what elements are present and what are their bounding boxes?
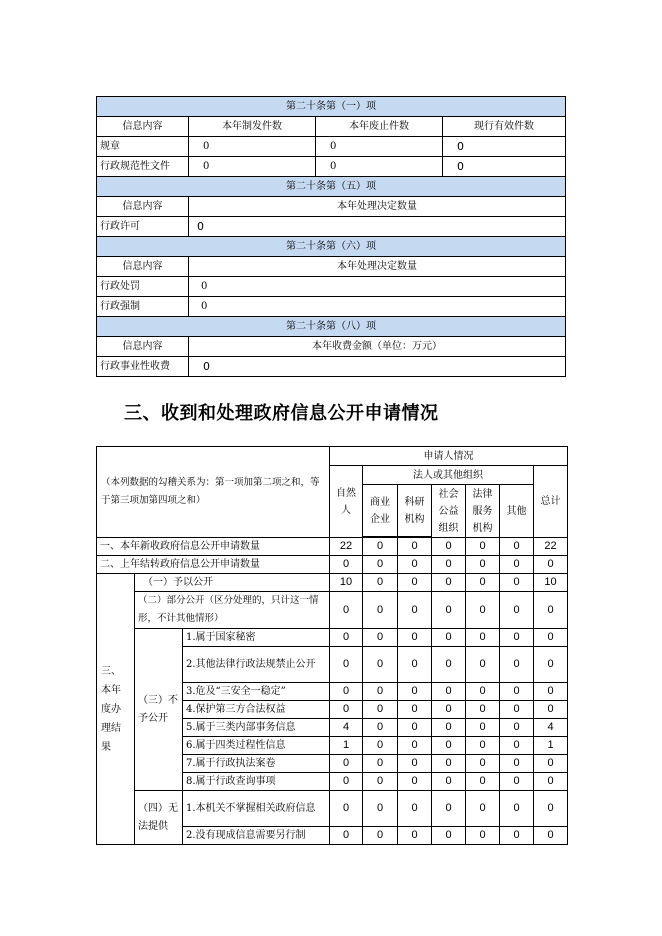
- cell-value: 0: [466, 755, 500, 773]
- cell-value: 1: [534, 737, 568, 755]
- cell-value: 0: [363, 629, 398, 647]
- cell-value: 0: [363, 556, 398, 574]
- cell-value: 0: [189, 217, 566, 237]
- table-row: [97, 574, 568, 592]
- col-header-public-welfare: 社会公益组织: [432, 485, 466, 538]
- cell-value: 0: [330, 683, 363, 701]
- cell-value: 0: [534, 827, 568, 845]
- cell-value: 10: [534, 574, 568, 592]
- cell-value: 0: [432, 647, 466, 683]
- table-row: [97, 277, 566, 297]
- cell-value: 0: [534, 592, 568, 629]
- cell-value: 0: [432, 719, 466, 737]
- cell-value: 0: [398, 683, 432, 701]
- cell-value: 0: [500, 827, 534, 845]
- cell-value: 0: [330, 701, 363, 719]
- col-header-decisions: 本年处理决定数量: [189, 197, 566, 217]
- row-label: 二、上年结转政府信息公开申请数量: [97, 556, 330, 574]
- cell-value: 0: [363, 538, 398, 556]
- row-label: 规章: [97, 137, 189, 157]
- cell-value: 0: [316, 157, 443, 177]
- cell-value: 0: [432, 574, 466, 592]
- cell-value: 0: [189, 157, 316, 177]
- row-label: （二）部分公开（区分处理的，只计这一情形，不计其他情形）: [135, 592, 330, 629]
- cell-value: 0: [432, 773, 466, 791]
- cell-value: 0: [500, 719, 534, 737]
- cell-value: 0: [500, 791, 534, 827]
- total-header: 总计: [534, 466, 568, 538]
- cell-value: 0: [398, 719, 432, 737]
- cell-value: 0: [500, 538, 534, 556]
- table-row: [97, 556, 568, 574]
- cell-value: 0: [466, 647, 500, 683]
- cell-value: 0: [466, 719, 500, 737]
- cell-value: 4: [330, 719, 363, 737]
- cell-value: 0: [443, 157, 566, 177]
- section-header-art20-5: 第二十条第（五）项: [97, 177, 566, 197]
- cell-value: 0: [398, 538, 432, 556]
- row-label: 5.属于三类内部事务信息: [183, 719, 330, 737]
- col-header-research: 科研机构: [398, 485, 432, 537]
- cell-value: 0: [398, 701, 432, 719]
- cell-value: 0: [534, 629, 568, 647]
- row-label: 行政许可: [97, 217, 189, 237]
- cell-value: 0: [363, 701, 398, 719]
- table-row: [97, 629, 568, 647]
- table-row: [97, 157, 566, 177]
- table-row: [97, 538, 568, 556]
- cell-value: 22: [330, 538, 363, 556]
- col-header-decisions: 本年处理决定数量: [189, 257, 566, 277]
- cell-value: 0: [500, 773, 534, 791]
- cell-value: 0: [330, 791, 363, 827]
- cell-value: 0: [363, 737, 398, 755]
- cell-value: 0: [500, 556, 534, 574]
- cell-value: 0: [432, 592, 466, 629]
- col-header-fee-amount: 本年收费金额（单位：万元）: [189, 337, 566, 357]
- cell-value: 0: [363, 683, 398, 701]
- cell-value: 4: [534, 719, 568, 737]
- table-row: [97, 297, 566, 317]
- col-header-issued: 本年制发件数: [189, 117, 316, 137]
- col-header-other: 其他: [500, 485, 534, 538]
- section-header-art20-6: 第二十条第（六）项: [97, 237, 566, 257]
- cell-value: 0: [534, 683, 568, 701]
- disclosure-stats-table: [96, 96, 566, 377]
- row-label: 4.保护第三方合法权益: [183, 701, 330, 719]
- cell-value: 0: [398, 629, 432, 647]
- cell-value: 0: [432, 755, 466, 773]
- cell-value: 0: [330, 755, 363, 773]
- row-label: 7.属于行政执法案卷: [183, 755, 330, 773]
- row-label: 3.危及“三安全一稳定”: [183, 683, 330, 701]
- section-header-art20-8: 第二十条第（八）项: [97, 317, 566, 337]
- group-label-results: 三、本年度办理结果: [97, 574, 135, 845]
- cell-value: 0: [363, 574, 398, 592]
- cell-value: 0: [534, 647, 568, 683]
- cell-value: 0: [363, 755, 398, 773]
- row-label: 8.属于行政查询事项: [183, 773, 330, 791]
- cell-value: 0: [466, 701, 500, 719]
- table-row: [97, 357, 566, 377]
- cell-value: 0: [432, 683, 466, 701]
- cell-value: 0: [398, 592, 432, 629]
- col-header-commercial: 商业企业: [363, 485, 398, 537]
- cell-value: 0: [534, 701, 568, 719]
- row-label: 行政事业性收费: [97, 357, 189, 377]
- table-row: [97, 592, 568, 629]
- row-label: （一）予以公开: [135, 574, 330, 592]
- cell-value: 0: [189, 297, 566, 317]
- cell-value: 0: [398, 556, 432, 574]
- cell-value: 0: [363, 827, 398, 845]
- cell-value: 0: [398, 773, 432, 791]
- group-label-not-public: （三）不予公开: [135, 629, 183, 791]
- cell-value: 10: [330, 574, 363, 592]
- cell-value: 0: [398, 755, 432, 773]
- cell-value: 0: [534, 755, 568, 773]
- cell-value: 0: [432, 538, 466, 556]
- row-label: 2.其他法律行政法规禁止公开: [183, 647, 330, 683]
- cell-value: 0: [500, 629, 534, 647]
- row-label: 1.本机关不掌握相关政府信息: [183, 791, 330, 827]
- cell-value: 0: [330, 556, 363, 574]
- col-header-info: 信息内容: [97, 257, 189, 277]
- cell-value: 0: [432, 556, 466, 574]
- cell-value: 0: [432, 791, 466, 827]
- col-header-valid: 现行有效件数: [443, 117, 566, 137]
- cell-value: 0: [189, 277, 566, 297]
- cell-value: 0: [466, 556, 500, 574]
- cell-value: 0: [500, 592, 534, 629]
- cell-value: 0: [189, 137, 316, 157]
- applicant-header: 申请人情况: [330, 447, 568, 466]
- section-header-art20-1: 第二十条第（一）项: [97, 97, 566, 117]
- cell-value: 0: [534, 791, 568, 827]
- cell-value: 0: [466, 592, 500, 629]
- col-header-info: 信息内容: [97, 337, 189, 357]
- row-label: 2.没有现成信息需要另行制: [183, 827, 330, 845]
- cell-value: 0: [432, 827, 466, 845]
- cell-value: 0: [466, 629, 500, 647]
- table-row: [97, 791, 568, 827]
- cell-value: 0: [432, 737, 466, 755]
- col-header-legal-service: 法律服务机构: [466, 485, 500, 538]
- cell-value: 0: [466, 737, 500, 755]
- cell-value: 0: [330, 827, 363, 845]
- section-title: 三、收到和处理政府信息公开申请情况: [124, 403, 439, 424]
- cell-value: 0: [363, 791, 398, 827]
- cell-value: 0: [363, 773, 398, 791]
- cell-value: 0: [466, 574, 500, 592]
- reconciliation-note: （本列数据的勾稽关系为：第一项加第二项之和，等于第三项加第四项之和）: [97, 447, 330, 538]
- cell-value: 0: [534, 773, 568, 791]
- cell-value: 0: [443, 137, 566, 157]
- row-label: 6.属于四类过程性信息: [183, 737, 330, 755]
- cell-value: 0: [500, 574, 534, 592]
- row-label: 行政规范性文件: [97, 157, 189, 177]
- row-label: 行政强制: [97, 297, 189, 317]
- cell-value: 0: [466, 538, 500, 556]
- group-label-cannot-provide: （四）无法提供: [135, 791, 183, 845]
- col-header-repealed: 本年废止件数: [316, 117, 443, 137]
- cell-value: 0: [316, 137, 443, 157]
- cell-value: 0: [398, 737, 432, 755]
- cell-value: 0: [363, 719, 398, 737]
- cell-value: 0: [500, 647, 534, 683]
- cell-value: 0: [189, 357, 566, 377]
- cell-value: 0: [466, 683, 500, 701]
- cell-value: 0: [500, 683, 534, 701]
- cell-value: 0: [398, 574, 432, 592]
- natural-person-header: 自然人: [330, 466, 363, 538]
- cell-value: 0: [363, 647, 398, 683]
- cell-value: 0: [398, 647, 432, 683]
- cell-value: 0: [330, 647, 363, 683]
- cell-value: 0: [500, 701, 534, 719]
- org-header: 法人或其他组织: [363, 466, 534, 485]
- application-stats-table: [96, 446, 568, 845]
- col-header-info: 信息内容: [97, 117, 189, 137]
- cell-value: 0: [330, 592, 363, 629]
- cell-value: 0: [534, 556, 568, 574]
- col-header-info: 信息内容: [97, 197, 189, 217]
- row-label: 1.属于国家秘密: [183, 629, 330, 647]
- cell-value: 0: [398, 827, 432, 845]
- table-row: [97, 137, 566, 157]
- cell-value: 0: [466, 791, 500, 827]
- cell-value: 0: [466, 773, 500, 791]
- cell-value: 0: [432, 629, 466, 647]
- row-label: 一、本年新收政府信息公开申请数量: [97, 538, 330, 556]
- cell-value: 22: [534, 538, 568, 556]
- cell-value: 0: [500, 755, 534, 773]
- cell-value: 0: [432, 701, 466, 719]
- cell-value: 0: [466, 827, 500, 845]
- table-row: [97, 217, 566, 237]
- cell-value: 0: [330, 629, 363, 647]
- cell-value: 0: [500, 737, 534, 755]
- cell-value: 0: [398, 791, 432, 827]
- row-label: 行政处罚: [97, 277, 189, 297]
- cell-value: 0: [363, 592, 398, 629]
- cell-value: 1: [330, 737, 363, 755]
- cell-value: 0: [330, 773, 363, 791]
